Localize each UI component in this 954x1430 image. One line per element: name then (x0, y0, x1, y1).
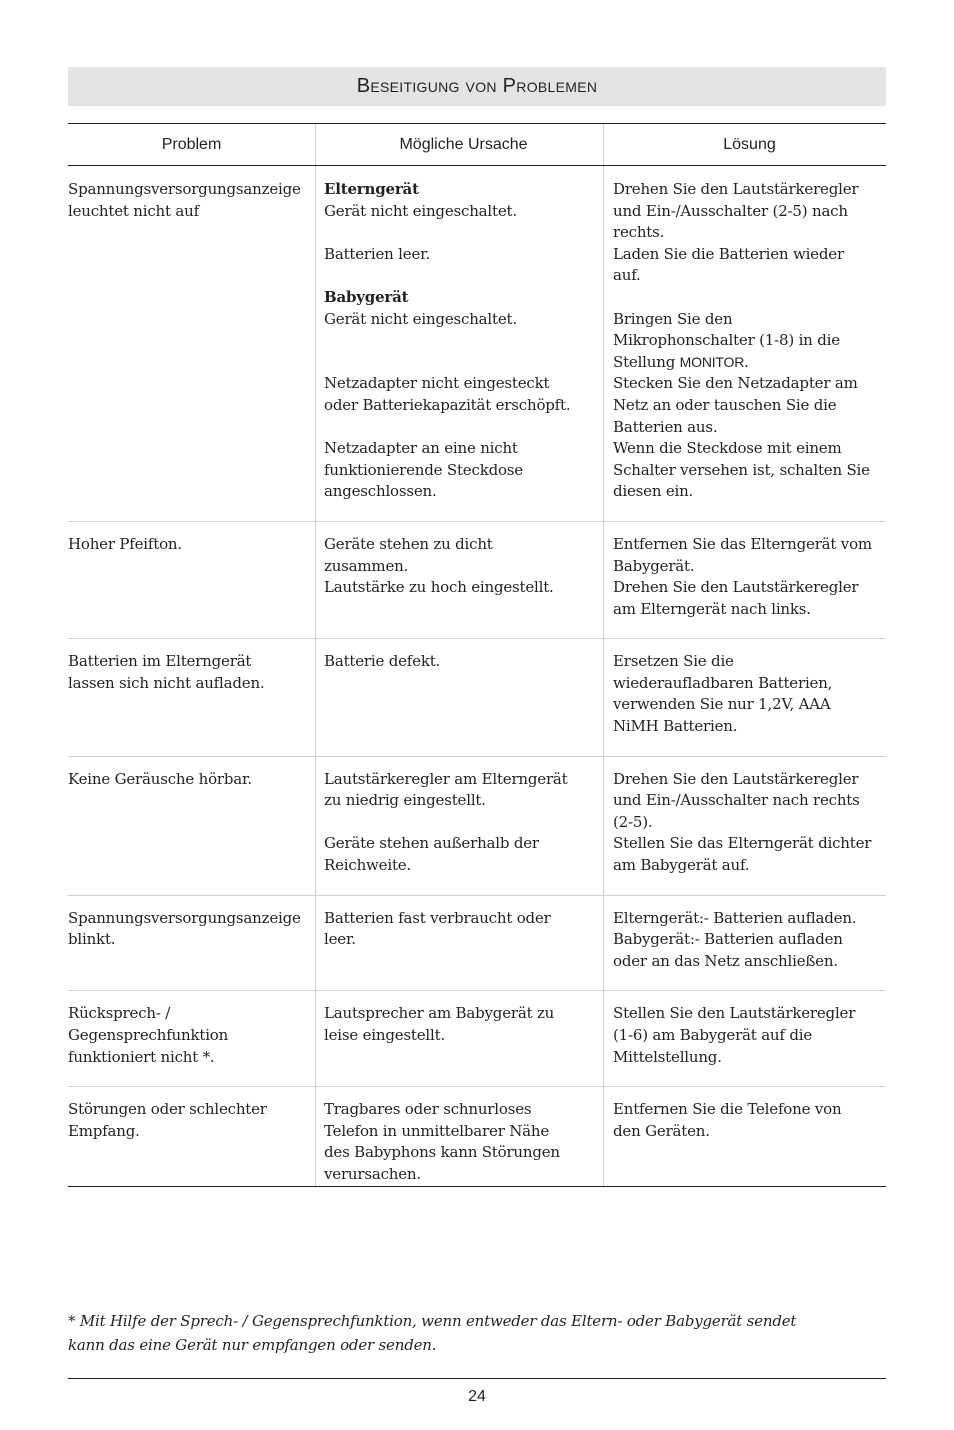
cause-line (324, 265, 603, 287)
cause-line: Gerät nicht eingeschaltet. (324, 201, 517, 220)
footnote (68, 1309, 886, 1357)
cause-line: zusammen. (324, 556, 409, 575)
cause-line: Batterien fast verbraucht oder (324, 908, 551, 927)
cause-line: Batterie defekt. (324, 652, 441, 671)
cause-line: Netzadapter nicht eingesteckt (324, 374, 550, 393)
solution-line: diesen ein. (613, 482, 694, 501)
cause-line: verursachen. (324, 1164, 421, 1183)
cell-solution (603, 639, 886, 755)
solution-line: Elterngerät:- Batterien aufladen. (613, 908, 857, 927)
solution-line: Babygerät:- Batterien aufladen (613, 930, 843, 949)
cell-problem (68, 991, 315, 1086)
header-solution: Lösung (603, 124, 886, 165)
cause-line: oder Batteriekapazität erschöpft. (324, 395, 571, 414)
header-cause: Mögliche Ursache (315, 124, 603, 165)
solution-line: und Ein-/Ausschalter (2-5) nach (613, 201, 848, 220)
cause-line (324, 222, 603, 244)
solution-line: Entfernen Sie das Elterngerät vom (613, 534, 872, 553)
problem-line: Batterien im Elterngerät (68, 652, 252, 671)
solution-line: Stellen Sie den Lautstärkeregler (613, 1004, 856, 1023)
cell-cause (315, 1087, 603, 1185)
cause-line: Batterien leer. (324, 244, 431, 263)
device-heading: Elterngerät (324, 180, 419, 198)
cause-line: zu niedrig eingestellt. (324, 791, 486, 810)
cell-solution (603, 1087, 886, 1185)
table-header (68, 123, 886, 166)
solution-line: den Geräten. (613, 1121, 710, 1140)
cell-problem (68, 522, 315, 638)
cause-line: Reichweite. (324, 856, 412, 875)
problem-line: Störungen oder schlechter (68, 1100, 267, 1119)
cause-line: Geräte stehen außerhalb der (324, 834, 539, 853)
cause-line: leer. (324, 930, 356, 949)
title-bar (68, 67, 886, 106)
solution-line: NiMH Batterien. (613, 717, 738, 736)
solution-line: auf. (613, 266, 641, 285)
cell-solution (603, 757, 886, 895)
cell-cause (315, 166, 603, 521)
cell-cause (315, 757, 603, 895)
problem-line: Hoher Pfeifton. (68, 534, 182, 553)
cell-solution (603, 991, 886, 1086)
table-row (68, 1087, 886, 1186)
solution-line: am Elterngerät nach links. (613, 599, 811, 618)
page-number: 24 (468, 1388, 486, 1405)
problem-line: Spannungsversorgungsanzeige (68, 180, 301, 198)
device-heading: Babygerät (324, 287, 409, 306)
solution-line: und Ein-/Ausschalter nach rechts (613, 791, 860, 810)
cause-line (324, 812, 603, 834)
solution-line: (2-5). (613, 812, 653, 831)
cause-line: des Babyphons kann Störungen (324, 1143, 560, 1162)
solution-line: Stellen Sie das Elterngerät dichter (613, 834, 872, 853)
solution-line: verwenden Sie nur 1,2V, AAA (613, 695, 831, 714)
table-row (68, 757, 886, 896)
page-title: Beseitigung von Problemen (356, 75, 598, 97)
solution-line: Drehen Sie den Lautstärkeregler (613, 578, 859, 597)
solution-line: oder an das Netz anschließen. (613, 951, 838, 970)
cause-line (324, 352, 603, 374)
cell-cause (315, 522, 603, 638)
solution-line (613, 352, 886, 374)
problem-line: funktioniert nicht *. (68, 1047, 215, 1066)
solution-line: Wenn die Steckdose mit einem (613, 439, 842, 458)
table-row (68, 896, 886, 992)
solution-line: Stecken Sie den Netzadapter am (613, 374, 858, 393)
cell-problem (68, 639, 315, 755)
problem-line: Spannungsversorgungsanzeige (68, 908, 301, 927)
header-problem: Problem (161, 135, 222, 153)
solution-line: Batterien aus. (613, 417, 718, 436)
cause-line: Geräte stehen zu dicht (324, 534, 493, 553)
cause-line: Gerät nicht eingeschaltet. (324, 309, 517, 328)
problem-line: blinkt. (68, 930, 116, 949)
cause-line (324, 330, 603, 352)
cell-cause (315, 991, 603, 1086)
solution-line: Laden Sie die Batterien wieder (613, 244, 844, 263)
cell-cause (315, 639, 603, 755)
cause-line: funktionierende Steckdose (324, 460, 523, 479)
bottom-rule (68, 1378, 886, 1379)
solution-line: wiederaufladbaren Batterien, (613, 673, 833, 692)
cause-line: Tragbares oder schnurloses (324, 1100, 532, 1119)
solution-line-suffix: . (744, 352, 749, 371)
solution-line (613, 287, 886, 309)
table-row (68, 991, 886, 1087)
cause-line: Lautstärke zu hoch eingestellt. (324, 578, 554, 597)
switch-position-label: MONITOR (679, 353, 745, 370)
cause-line: Lautsprecher am Babygerät zu (324, 1004, 555, 1023)
table-row (68, 639, 886, 756)
cause-line: Netzadapter an eine nicht (324, 439, 518, 458)
solution-line: Drehen Sie den Lautstärkeregler (613, 180, 859, 198)
solution-line: am Babygerät auf. (613, 856, 750, 875)
cell-problem (68, 896, 315, 991)
cell-cause (315, 896, 603, 991)
cause-line: leise eingestellt. (324, 1026, 446, 1044)
cell-problem (68, 757, 315, 895)
solution-line-text: Stellung (613, 352, 680, 371)
solution-line: (1-6) am Babygerät auf die (613, 1026, 812, 1044)
table-body (68, 166, 886, 1187)
cause-line: Telefon in unmittelbarer Nähe (324, 1121, 550, 1140)
problem-line: Keine Geräusche hörbar. (68, 769, 252, 788)
cell-solution (603, 896, 886, 991)
cell-solution (603, 522, 886, 638)
cell-problem (68, 1087, 315, 1185)
cell-problem (68, 166, 315, 521)
solution-line: Drehen Sie den Lautstärkeregler (613, 769, 859, 788)
solution-line: Babygerät. (613, 556, 695, 575)
footnote-line: kann das eine Gerät nur empfangen oder senden. (68, 1336, 437, 1354)
problem-line: Empfang. (68, 1121, 140, 1140)
solution-line: Bringen Sie den (613, 309, 733, 328)
problem-line: leuchtet nicht auf (68, 201, 199, 220)
problem-line: lassen sich nicht aufladen. (68, 673, 265, 692)
problem-line: Rücksprech- / (68, 1004, 171, 1023)
footnote-line: * Mit Hilfe der Sprech- / Gegensprechfunktion, wenn entweder das Eltern- oder Babygerät sendet (68, 1312, 797, 1330)
cause-line: Lautstärkeregler am Elterngerät (324, 769, 568, 788)
cause-line: angeschlossen. (324, 482, 437, 501)
problem-line: Gegensprechfunktion (68, 1026, 229, 1044)
cell-solution (603, 166, 886, 521)
solution-line: Ersetzen Sie die (613, 652, 734, 671)
solution-line: Schalter versehen ist, schalten Sie (613, 460, 870, 479)
table-row (68, 166, 886, 522)
solution-line: Mittelstellung. (613, 1047, 722, 1066)
troubleshooting-table (68, 123, 886, 1187)
solution-line: rechts. (613, 223, 665, 242)
solution-line: Entfernen Sie die Telefone von (613, 1100, 842, 1119)
solution-line: Mikrophonschalter (1-8) in die (613, 331, 840, 350)
table-row (68, 522, 886, 639)
solution-line: Netz an oder tauschen Sie die (613, 395, 837, 414)
cause-line (324, 417, 603, 439)
